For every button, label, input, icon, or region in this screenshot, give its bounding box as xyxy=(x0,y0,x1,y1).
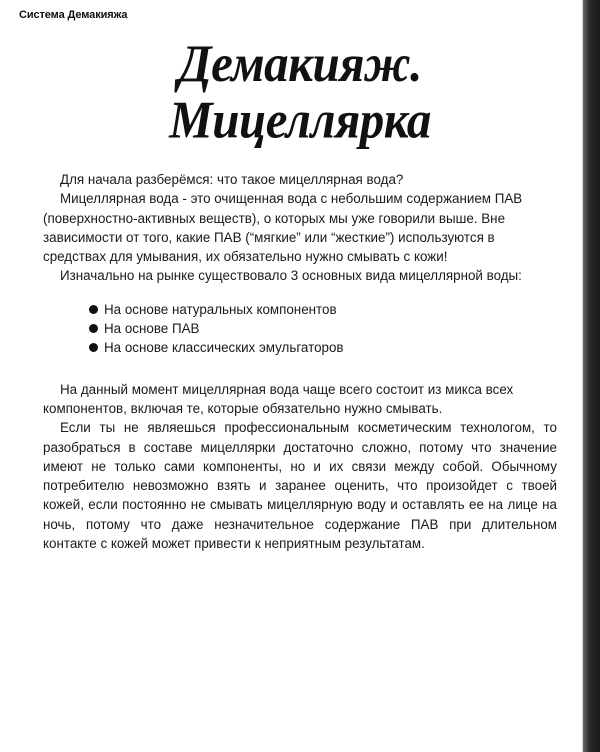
article-body xyxy=(43,170,557,553)
bullet-icon xyxy=(89,343,98,352)
bullet-icon xyxy=(89,305,98,314)
paragraph-warning: Если ты не являешься профессиональным косметическим технологом, то разобраться в составе мицеллярки достаточно сложно, потому что значение имеют не только сами компоненты, но и их связи между собой. Обычному потребителю невозможно взять и заранее оценить, что произойдет с твоей кожей, если постоянно не смывать мицеллярную воду и оставлять ее на лице на ночь, потому что даже незначительное содержание ПАВ при длительном контакте с кожей может привести к неприятным результатам. xyxy=(43,420,557,552)
paragraph-intro-question: Для начала разберёмся: что такое мицеллярная вода? xyxy=(60,172,404,187)
bullet-icon xyxy=(89,324,98,333)
paragraph-types-intro: Изначально на рынке существовало 3 основных вида мицеллярной воды: xyxy=(60,268,522,284)
page-title xyxy=(0,33,600,150)
types-list xyxy=(43,300,557,358)
title-line-1: Демакияж. xyxy=(178,33,422,94)
paragraph-current-composition: На данный момент мицеллярная вода чаще всего состоит из микса всех компонентов, включая те, которые обязательно нужно смывать. xyxy=(43,381,514,416)
page-edge-shadow xyxy=(583,0,600,752)
list-item: На основе ПАВ xyxy=(89,319,557,338)
section-header: Система Демакияжа xyxy=(19,9,128,21)
title-line-2: Мицеллярка xyxy=(169,89,431,150)
list-item: На основе классических эмульгаторов xyxy=(89,338,557,357)
paragraph-definition: Мицеллярная вода - это очищенная вода с небольшим содержанием ПАВ (поверхностно-активных веществ), о которых мы уже говорили выше. Вне зависимости от того, какие ПАВ (“мягкие” или “жесткие”) используются в средствах для умывания, их обязательно нужно смывать с кожи! xyxy=(43,191,523,265)
list-item: На основе натуральных компонентов xyxy=(89,300,557,319)
